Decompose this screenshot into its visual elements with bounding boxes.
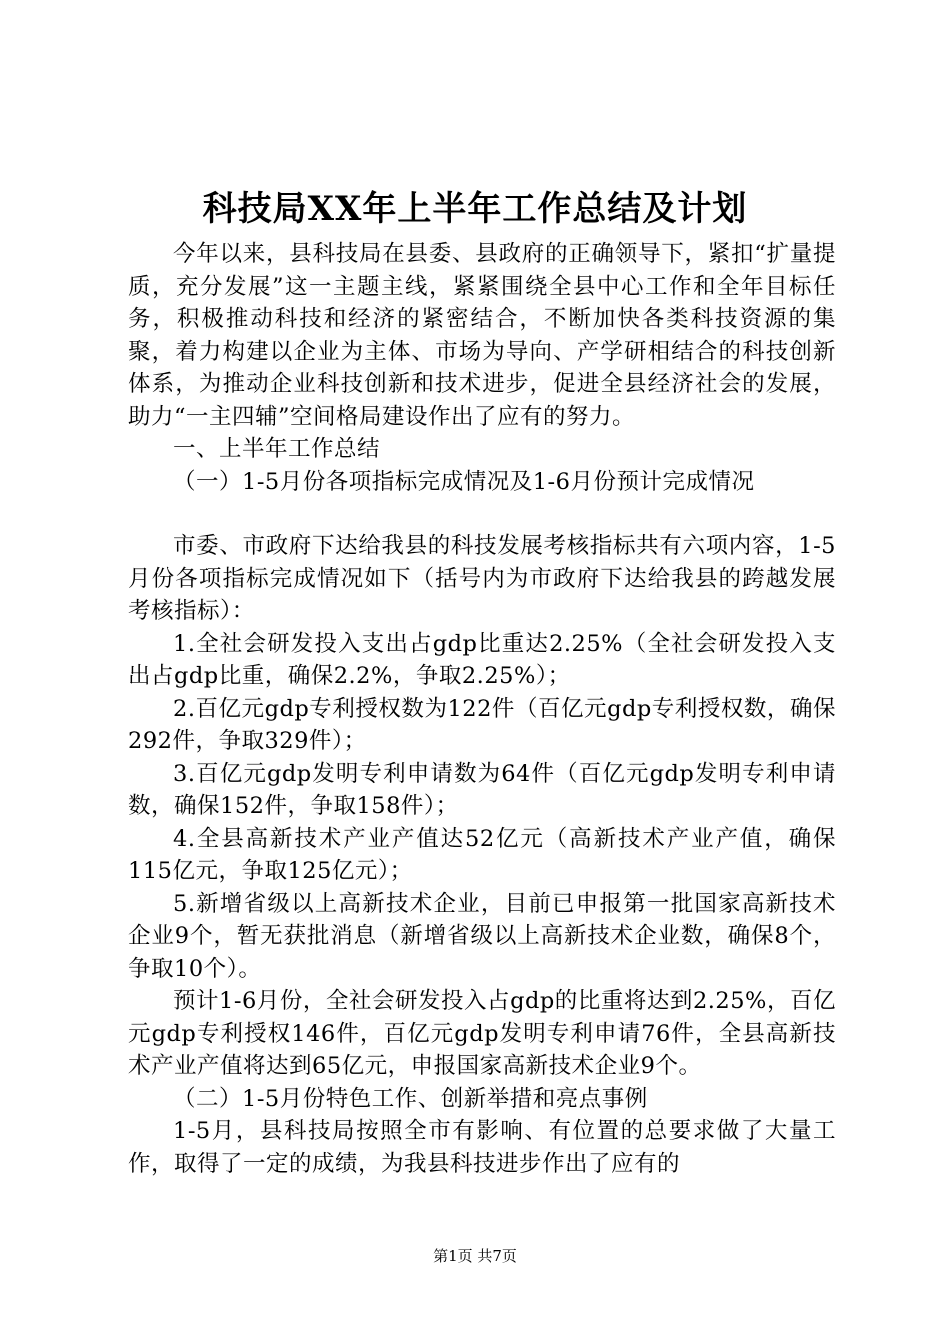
indicator-item-3: 3.百亿元gdp发明专利申请数为64件（百亿元gdp发明专利申请数，确保152件，争取158件）； — [128, 760, 836, 819]
forecast-paragraph: 预计1-6月份，全社会研发投入占gdp的比重将达到2.25%，百亿元gdp专利授权146件，百亿元gdp发明专利申请76件，全县高新技术产业产值将达到65亿元，申报国家高新技术企业9个。 — [128, 988, 836, 1079]
page-number-footer: 第1页 共7页 — [433, 1247, 517, 1265]
highlights-paragraph: 1-5月，县科技局按照全市有影响、有位置的总要求做了大量工作，取得了一定的成绩，为我县科技进步作出了应有的 — [128, 1118, 836, 1177]
indicator-item-1: 1.全社会研发投入支出占gdp比重达2.25%（全社会研发投入支出占gdp比重，确保2.2%，争取2.25%）； — [128, 630, 836, 689]
subsection-heading: （一）1-5月份各项指标完成情况及1-6月份预计完成情况 — [173, 468, 755, 495]
intro-paragraph: 今年以来，县科技局在县委、县政府的正确领导下，紧扣“扩量提质，充分发展”这一主题主线，紧紧围绕全县中心工作和全年目标任务，积极推动科技和经济的紧密结合，不断加快各类科技资源的集聚，着力构建以企业为主体、市场为导向、产学研相结合的科技创新体系，为推动企业科技创新和技术进步，促进全县经济社会的发展，助力“一主四辅”空间格局建设作出了应有的努力。 — [128, 241, 836, 430]
section-heading: 一、上半年工作总结 — [173, 436, 381, 462]
document-body — [128, 238, 836, 1180]
indicator-item-4: 4.全县高新技术产业产值达52亿元（高新技术产业产值，确保115亿元，争取125亿元）； — [128, 825, 836, 884]
document-title: 科技局XX年上半年工作总结及计划 — [202, 189, 748, 229]
indicator-item-5: 5.新增省级以上高新技术企业，目前已申报第一批国家高新技术企业9个，暂无获批消息（新增省级以上高新技术企业数，确保8个，争取10个）。 — [128, 890, 836, 982]
indicator-item-2: 2.百亿元gdp专利授权数为122件（百亿元gdp专利授权数，确保292件，争取329件）； — [128, 695, 836, 754]
subsection-heading-2: （二）1-5月份特色工作、创新举措和亮点事例 — [173, 1085, 648, 1112]
indicators-intro-paragraph: 市委、市政府下达给我县的科技发展考核指标共有六项内容，1-5月份各项指标完成情况如下（括号内为市政府下达给我县的跨越发展考核指标）： — [128, 533, 836, 624]
